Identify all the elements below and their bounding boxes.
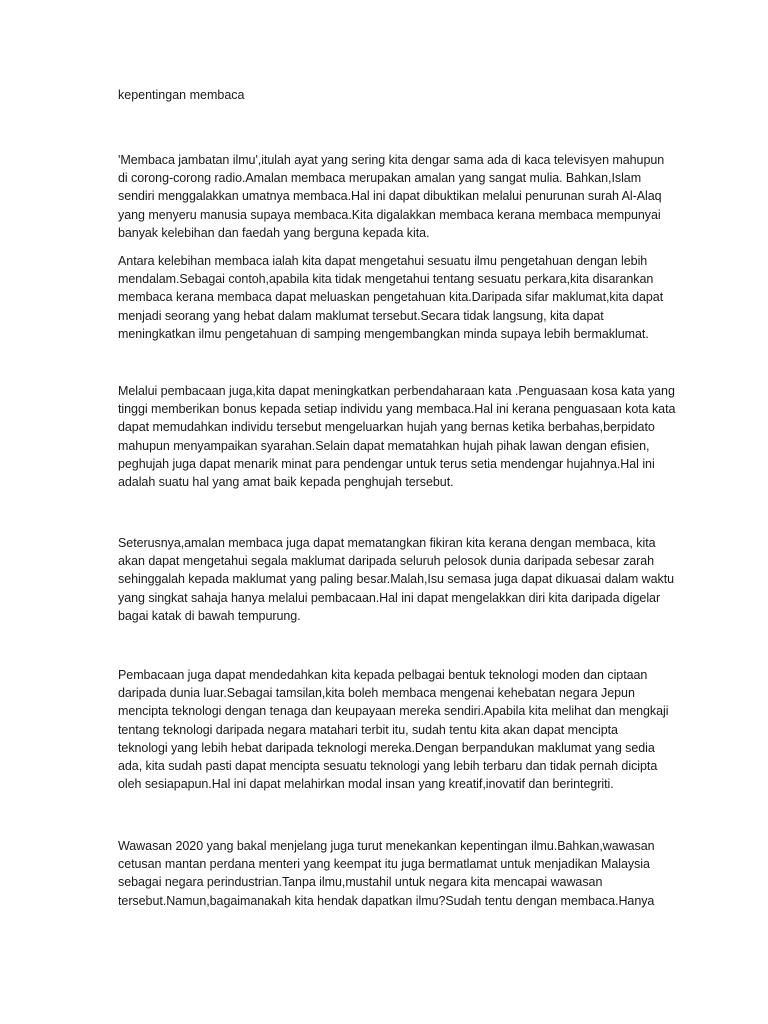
text-line: yang menyeru manusia supaya membaca.Kita digalakkan membaca kerana membaca mempunyai (118, 207, 661, 222)
text-line: sehinggalah kepada maklumat yang paling besar.Malah,Isu semasa juga dapat dikuasai dalam waktu (118, 572, 675, 587)
text-line: mahupun menyampaikan syarahan.Selain dapat mematahkan hujah pihak lawan dengan efisien, (118, 438, 650, 453)
text-line: sebagai negara perindustrian.Tanpa ilmu,mustahil untuk negara kita mencapai wawasan (118, 875, 603, 890)
text-line: mendalam.Sebagai contoh,apabila kita tidak mengetahui tentang sesuatu perkara,kita disarankan (118, 272, 654, 287)
text-line: di corong-corong radio.Amalan membaca merupakan amalan yang sangat mulia. Bahkan,Islam (118, 171, 642, 186)
text-line: sendiri menggalakkan umatnya membaca.Hal ini dapat dibuktikan melalui penurunan surah Al-Alaq (118, 189, 662, 204)
text-line: ada, kita sudah pasti dapat mencipta sesuatu teknologi yang lebih terbaru dan tidak pernah dicipta (118, 759, 658, 773)
text-line: Seterusnya,amalan membaca juga dapat mematangkan fikiran kita kerana dengan membaca, kita (118, 536, 656, 550)
document-title: kepentingan membaca (118, 88, 245, 102)
text-line: meningkatkan ilmu pengetahuan di samping mengembangkan minda supaya lebih bermaklumat. (118, 326, 649, 341)
text-line: Antara kelebihan membaca ialah kita dapat mengetahui sesuatu ilmu pengetahuan dengan lebih (118, 254, 648, 268)
text-line: menjadi seorang yang hebat dalam maklumat tersebut.Secara tidak langsung, kita dapat (118, 308, 604, 323)
text-line: tentang teknologi daripada negara matahari terbit itu, sudah tentu kita akan dapat mencipta (118, 722, 618, 737)
text-line: Melalui pembacaan juga,kita dapat meningkatkan perbendaharaan kata .Penguasaan kosa kata yang (118, 384, 675, 398)
text-line: Wawasan 2020 yang bakal menjelang juga turut menekankan kepentingan ilmu.Bahkan,wawasan (118, 839, 655, 853)
text-line: daripada dunia luar.Sebagai tamsilan,kita boleh membaca mengenai kehebatan negara Jepun (118, 686, 635, 701)
text-line: bagai katak di bawah tempurung. (118, 608, 301, 623)
text-line: cetusan mantan perdana menteri yang keempat itu juga bermatlamat untuk menjadikan Malaysia (118, 857, 650, 872)
text-line: teknologi yang lebih hebat daripada teknologi mereka.Dengan berpandukan maklumat yang sedia (118, 740, 655, 755)
text-line: mencipta teknologi dengan tenaga dan keupayaan mereka sendiri.Apabila kita melihat dan mengkaji (118, 704, 669, 719)
text-line: banyak kelebihan dan faedah yang berguna kepada kita. (118, 225, 430, 240)
text-line: tinggi memberikan bonus kepada setiap individu yang membaca.Hal ini kerana penguasaan kota kata (118, 402, 676, 417)
text-line: dapat memudahkan individu tersebut mengeluarkan hujah yang bernas ketika berbahas,berpidato (118, 420, 655, 435)
text-line: membaca kerana membaca dapat meluaskan pengetahuan kita.Daripada sifar maklumat,kita dapat (118, 290, 664, 305)
text-line: tersebut.Namun,bagaimanakah kita hendak dapatkan ilmu?Sudah tentu dengan membaca.Hanya (118, 893, 655, 908)
text-line: Pembacaan juga dapat mendedahkan kita kepada pelbagai bentuk teknologi moden dan ciptaan (118, 668, 648, 682)
text-line: yang singkat sahaja hanya melalui pembacaan.Hal ini dapat mengelakkan diri kita daripada digelar (118, 590, 661, 605)
text-line: adalah suatu hal yang amat baik kepada penghujah tersebut. (118, 475, 454, 489)
text-line: oleh sesiapapun.Hal ini dapat melahirkan modal insan yang kreatif,inovatif dan berintegriti. (118, 777, 614, 792)
text-line: peghujah juga dapat menarik minat para pendengar untuk terus setia mendengar hujahnya.Hal ini (118, 456, 655, 471)
text-line: akan dapat mengetahui segala maklumat daripada seluruh pelosok dunia daripada sebesar zarah (118, 554, 655, 569)
text-line: 'Membaca jambatan ilmu',itulah ayat yang sering kita dengar sama ada di kaca televisyen mahupun (118, 153, 665, 167)
